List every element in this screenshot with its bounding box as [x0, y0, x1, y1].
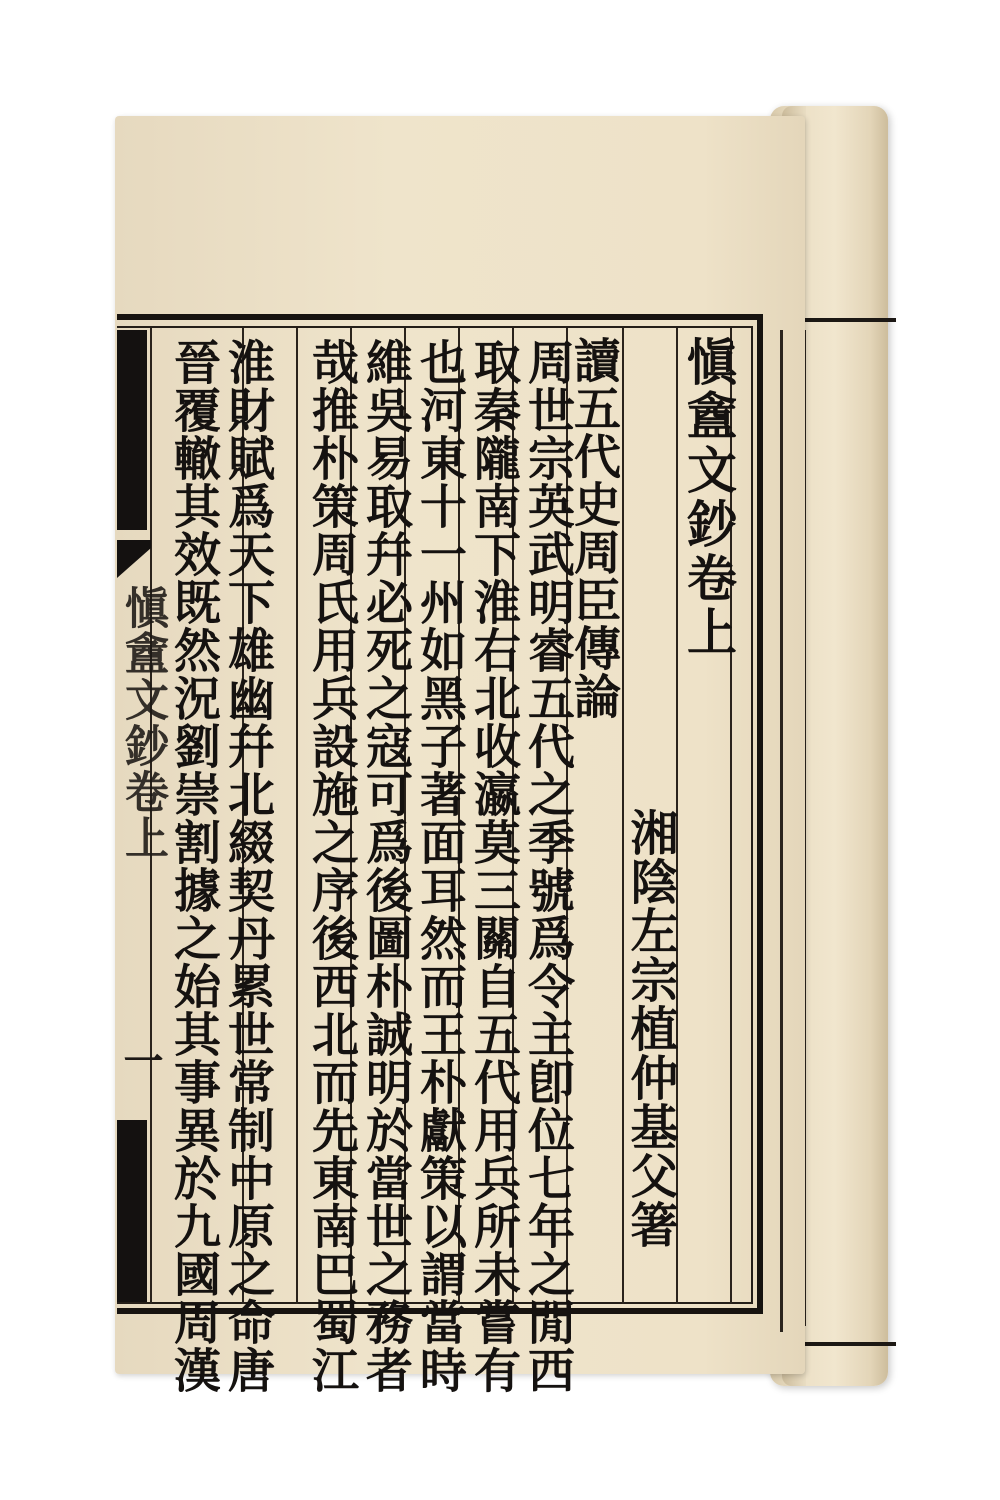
text-column: 維吳易取幷必死之寇可爲後圖朴誠明於當世之務者 — [358, 338, 413, 1394]
text-column: 取秦隴南下淮右北收瀛莫三關自五代用兵所未嘗有 — [466, 338, 521, 1394]
fold-edge-block — [117, 1120, 147, 1302]
fold-edge-title: 愼盦文鈔卷上 — [117, 585, 168, 861]
text-column: 淮財賦爲天下雄幽幷北綴契丹累世常制中原之命唐 — [220, 338, 275, 1394]
page-edge-rule — [780, 330, 783, 1332]
essay-heading: 讀五代史周臣傳論 — [566, 336, 621, 720]
text-column: 晉覆轍其效既然況劉崇割據之始其事異於九國周漢 — [166, 338, 221, 1394]
book-title: 愼盦文鈔卷上 — [679, 336, 738, 660]
text-column: 也河東十一州如黑子著面耳然而王朴獻策以謂當時 — [412, 338, 467, 1394]
fold-edge-page-number: 一 — [117, 1040, 164, 1080]
spine-print-rule — [804, 330, 896, 1326]
author-line: 湘陰左宗植仲基父箸 — [622, 808, 678, 1249]
fold-edge-block — [117, 330, 147, 530]
fishtail-mark — [117, 540, 151, 580]
text-column: 哉推朴策周氏用兵設施之序後西北而先東南巴蜀江 — [304, 338, 359, 1394]
text-column: 周世宗英武明睿五代之季號爲令主卽位七年之閒西 — [520, 338, 575, 1394]
